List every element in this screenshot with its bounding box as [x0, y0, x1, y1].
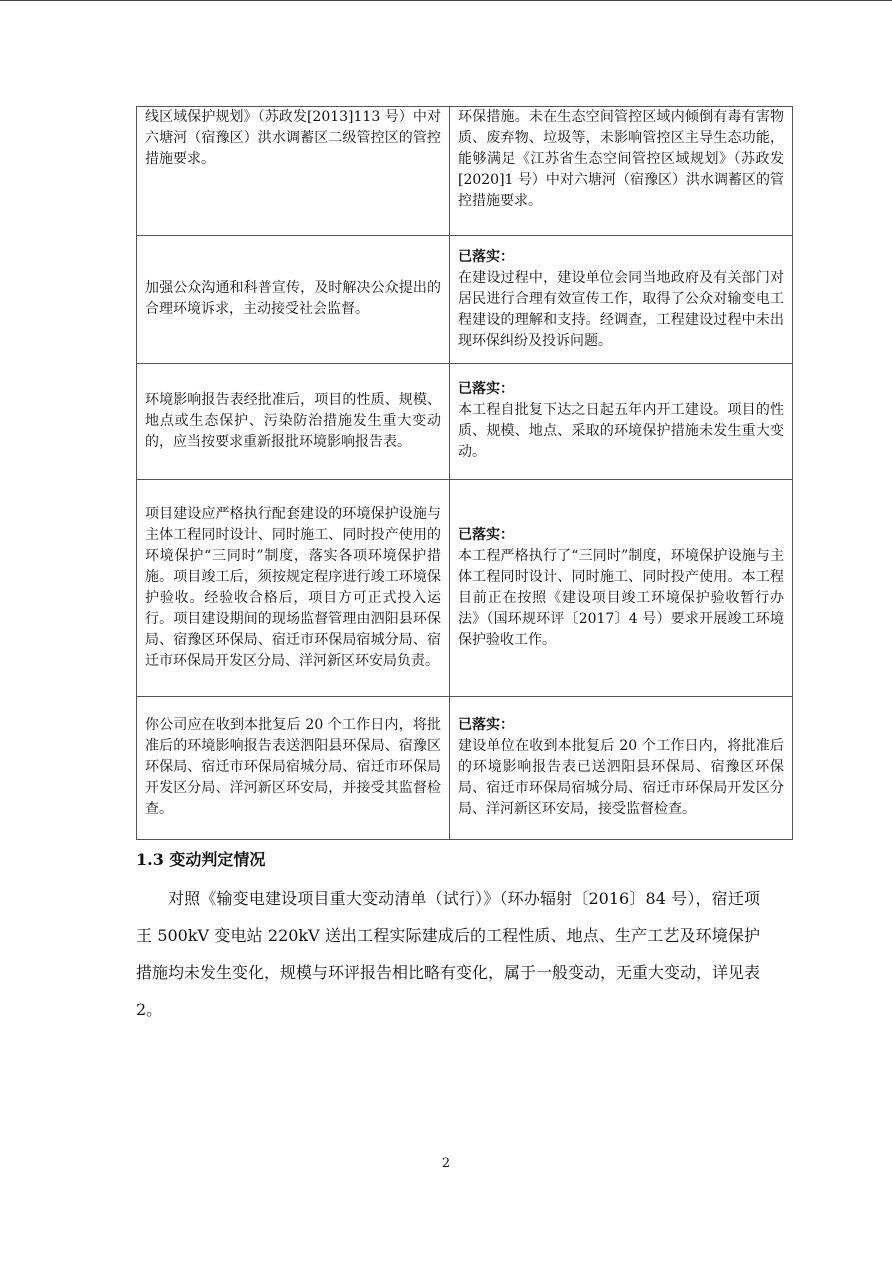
page-number: 2 — [441, 1156, 451, 1171]
section-paragraph: 对照《输变电建设项目重大变动清单（试行）》（环办辐射〔2016〕84 号），宿迁项王 500kV 变电站 220kV 送出工程实际建成后的工程性质、地点、生产工艺及环境保护措施均未发生变化，规模与环评报告相比略有变化，属于一般变动，无重大变动，详见表 2。 — [136, 889, 761, 1019]
status-label: 已落实： — [458, 248, 514, 265]
status-cell — [450, 236, 793, 364]
table-row — [137, 480, 793, 697]
requirement-cell: 线区域保护规划》（苏政发[2013]113 号）中对六塘河（宿豫区）洪水调蓄区二级管控区的管控措施要求。 — [137, 107, 450, 236]
requirement-cell: 项目建设应严格执行配套建设的环境保护设施与主体工程同时设计、同时施工、同时投产使用的环境保护“三同时”制度，落实各项环境保护措施。项目竣工后，须按规定程序进行竣工环境保护验收。经验收合格后，项目方可正式投入运行。项目建设期间的现场监督管理由泗阳县环保局、宿豫区环保局、宿迁市环保局宿城分局、宿迁市环保局开发区分局、洋河新区环安局负责。 — [137, 480, 450, 697]
table-row — [137, 236, 793, 364]
section-heading: 1.3 变动判定情况 — [136, 850, 266, 869]
table-row — [137, 364, 793, 480]
status-label: 已落实： — [458, 717, 514, 733]
status-text: 本工程自批复下达之日起五年内开工建设。项目的性质、规模、地点、采取的环境保护措施未发生重大变动。 — [458, 402, 784, 460]
status-text: 环保措施。未在生态空间管控区域内倾倒有毒有害物质、废弃物、垃圾等，未影响管控区主导生态功能，能够满足《江苏省生态空间管控区域规划》（苏政发[2020]1 号）中对六塘河（宿豫区）洪水调蓄区的管控措施要求。 — [458, 109, 784, 209]
status-cell — [450, 697, 793, 840]
status-label: 已落实： — [458, 381, 514, 397]
status-label: 已落实： — [458, 526, 514, 543]
table-row — [137, 697, 793, 840]
table-row — [137, 107, 793, 236]
status-cell — [450, 480, 793, 697]
page-top-rule — [0, 0, 892, 1]
status-text: 在建设过程中，建设单位会同当地政府及有关部门对居民进行合理有效宣传工作，取得了公众对输变电工程建设的理解和支持。经调查，工程建设过程中未出现环保纠纷及投诉问题。 — [458, 269, 784, 349]
status-cell — [450, 364, 793, 480]
requirement-cell: 你公司应在收到本批复后 20 个工作日内，将批准后的环境影响报告表送泗阳县环保局、宿豫区环保局、宿迁市环保局宿城分局、宿迁市环保局开发区分局、洋河新区环安局，并接受其监督检查。 — [137, 697, 450, 840]
requirement-cell: 加强公众沟通和科普宣传，及时解决公众提出的合理环境诉求，主动接受社会监督。 — [137, 236, 450, 364]
requirement-cell: 环境影响报告表经批准后，项目的性质、规模、地点或生态保护、污染防治措施发生重大变动的，应当按要求重新报批环境影响报告表。 — [137, 364, 450, 480]
status-cell — [450, 107, 793, 236]
requirements-table — [136, 106, 793, 840]
status-text: 本工程严格执行了“三同时”制度，环境保护设施与主体工程同时设计、同时施工、同时投产使用。本工程目前正在按照《建设项目竣工环境保护验收暂行办法》（国环规环评〔2017〕4 号）要求开展竣工环境保护验收工作。 — [458, 547, 784, 648]
status-text: 建设单位在收到本批复后 20 个工作日内，将批准后的环境影响报告表已送泗阳县环保局、宿豫区环保局、宿迁市环保局宿城分局、宿迁市环保局开发区分局、洋河新区环安局，接受监督检查。 — [458, 738, 784, 817]
